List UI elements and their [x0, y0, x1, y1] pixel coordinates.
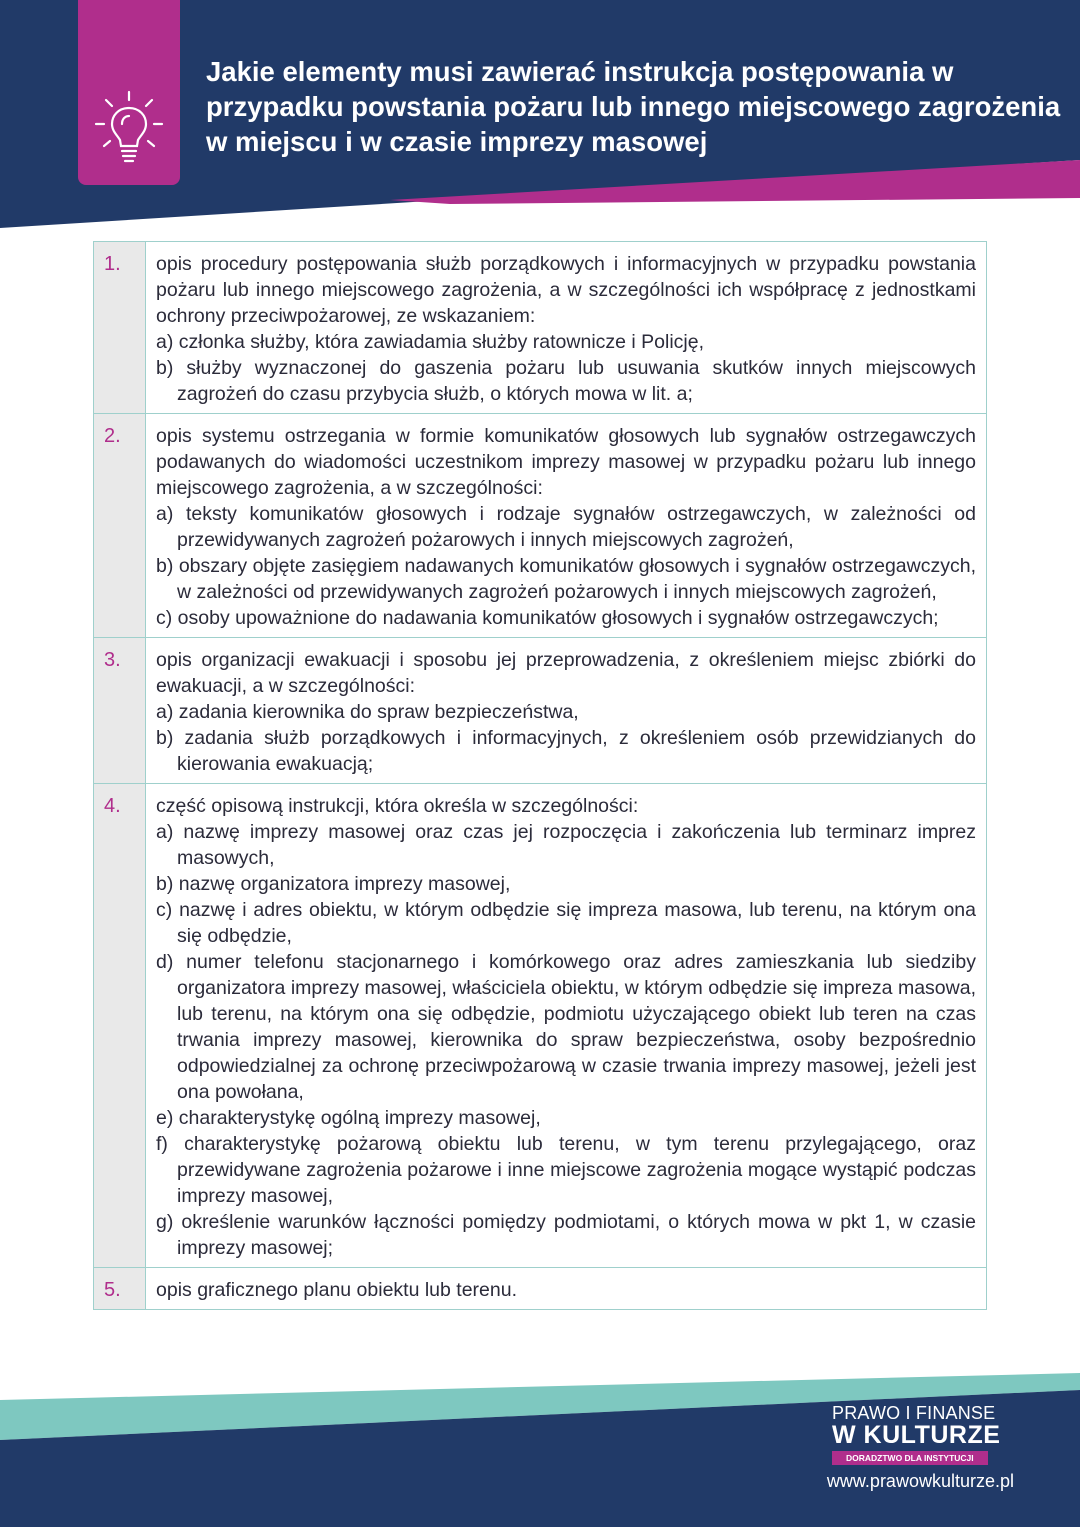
item-subpoint: c) nazwę i adres obiektu, w którym odbędzie się impreza masowa, lub terenu, na którym ona się odbędzie, [156, 899, 976, 947]
logo-tagline: DORADZTWO DLA INSTYTUCJI [832, 1451, 988, 1465]
table-row [94, 242, 986, 413]
item-subpoint: f) charakterystykę pożarową obiektu lub terenu, w tym terenu przylegającego, oraz przewidywane zagrożenia pożarowe i inne miejscowe zagrożenia mogące wystąpić podczas imprezy masowej, [156, 1133, 976, 1207]
item-number: 3. [94, 638, 146, 783]
item-intro: opis graficznego planu obiektu lub terenu. [156, 1279, 517, 1301]
item-subpoint: d) numer telefonu stacjonarnego i komórkowego oraz adres zamieszkania lub siedziby organizatora imprezy masowej, właściciela obiektu, w którym odbędzie się impreza masowa, lub terenu, na którym ona się odbędzie, podmiotu użyczającego obiekt lub teren na czas trwania imprezy masowej, kierownika do spraw bezpieczeństwa, osoby bezpośrednio odpowiedzialnej za ochronę przeciwpożarową w czasie trwania imprezy masowej, jeżeli jest ona powołana, [156, 951, 976, 1103]
item-subpoint: b) obszary objęte zasięgiem nadawanych komunikatów głosowych i sygnałów ostrzegawczych, w zależności od przewidywanych zagrożeń pożarowych i innych miejscowych zagrożeń, [156, 555, 976, 603]
table-row [94, 783, 986, 1267]
website-link[interactable]: www.prawowkulturze.pl [826, 1471, 1014, 1491]
elements-table [93, 241, 987, 1310]
brand-logo [832, 1404, 1004, 1466]
item-subpoint: g) określenie warunków łączności pomiędzy podmiotami, o których mowa w pkt 1, w czasie imprezy masowej; [156, 1211, 976, 1259]
item-content [146, 414, 986, 637]
item-subpoint: a) członka służby, która zawiadamia służby ratownicze i Policję, [156, 331, 705, 353]
item-content [146, 1268, 986, 1309]
icon-box [78, 0, 180, 185]
item-subpoint: a) zadania kierownika do spraw bezpieczeństwa, [156, 701, 579, 723]
logo-line-1: PRAWO I FINANSE [832, 1403, 996, 1423]
logo-line-2: W KULTURZE [832, 1421, 1001, 1449]
page-title: Jakie elementy musi zawierać instrukcja postępowania w przypadku powstania pożaru lub innego miejscowego zagrożenia w miejscu i w czasie imprezy masowej [206, 56, 1061, 157]
table-row [94, 1267, 986, 1309]
item-subpoint: a) teksty komunikatów głosowych i rodzaje sygnałów ostrzegawczych, w zależności od przewidywanych zagrożeń pożarowych i innych miejscowych zagrożeń, [156, 503, 976, 551]
item-subpoint: b) nazwę organizatora imprezy masowej, [156, 873, 511, 895]
item-intro: opis organizacji ewakuacji i sposobu jej przeprowadzenia, z określeniem miejsc zbiórki do ewakuacji, a w szczególności: [156, 649, 976, 697]
lightbulb-icon [94, 88, 164, 168]
item-intro: część opisową instrukcji, która określa w szczególności: [156, 795, 639, 817]
item-subpoint: c) osoby upoważnione do nadawania komunikatów głosowych i sygnałów ostrzegawczych; [156, 607, 939, 629]
item-subpoint: a) nazwę imprezy masowej oraz czas jej rozpoczęcia i zakończenia lub terminarz imprez masowych, [156, 821, 976, 869]
item-number: 1. [94, 242, 146, 413]
item-number: 5. [94, 1268, 146, 1309]
item-content [146, 638, 986, 783]
item-content [146, 784, 986, 1267]
item-content [146, 242, 986, 413]
table-row [94, 637, 986, 783]
item-subpoint: b) służby wyznaczonej do gaszenia pożaru lub usuwania skutków innych miejscowych zagrożeń do czasu przybycia służb, o których mowa w lit. a; [156, 357, 976, 405]
item-number: 2. [94, 414, 146, 637]
item-intro: opis procedury postępowania służb porządkowych i informacyjnych w przypadku powstania pożaru lub innego miejscowego zagrożenia, a w szczególności ich współpracę z jednostkami ochrony przeciwpożarowej, ze wskazaniem: [156, 253, 976, 327]
item-subpoint: b) zadania służb porządkowych i informacyjnych, z określeniem osób przewidzianych do kierowania ewakuacją; [156, 727, 976, 775]
item-number: 4. [94, 784, 146, 1267]
item-subpoint: e) charakterystykę ogólną imprezy masowej, [156, 1107, 541, 1129]
table-row [94, 413, 986, 637]
item-intro: opis systemu ostrzegania w formie komunikatów głosowych lub sygnałów ostrzegawczych podawanych do wiadomości uczestnikom imprezy masowej w przypadku pożaru lub innego miejscowego zagrożenia, a w szczególności: [156, 425, 976, 499]
